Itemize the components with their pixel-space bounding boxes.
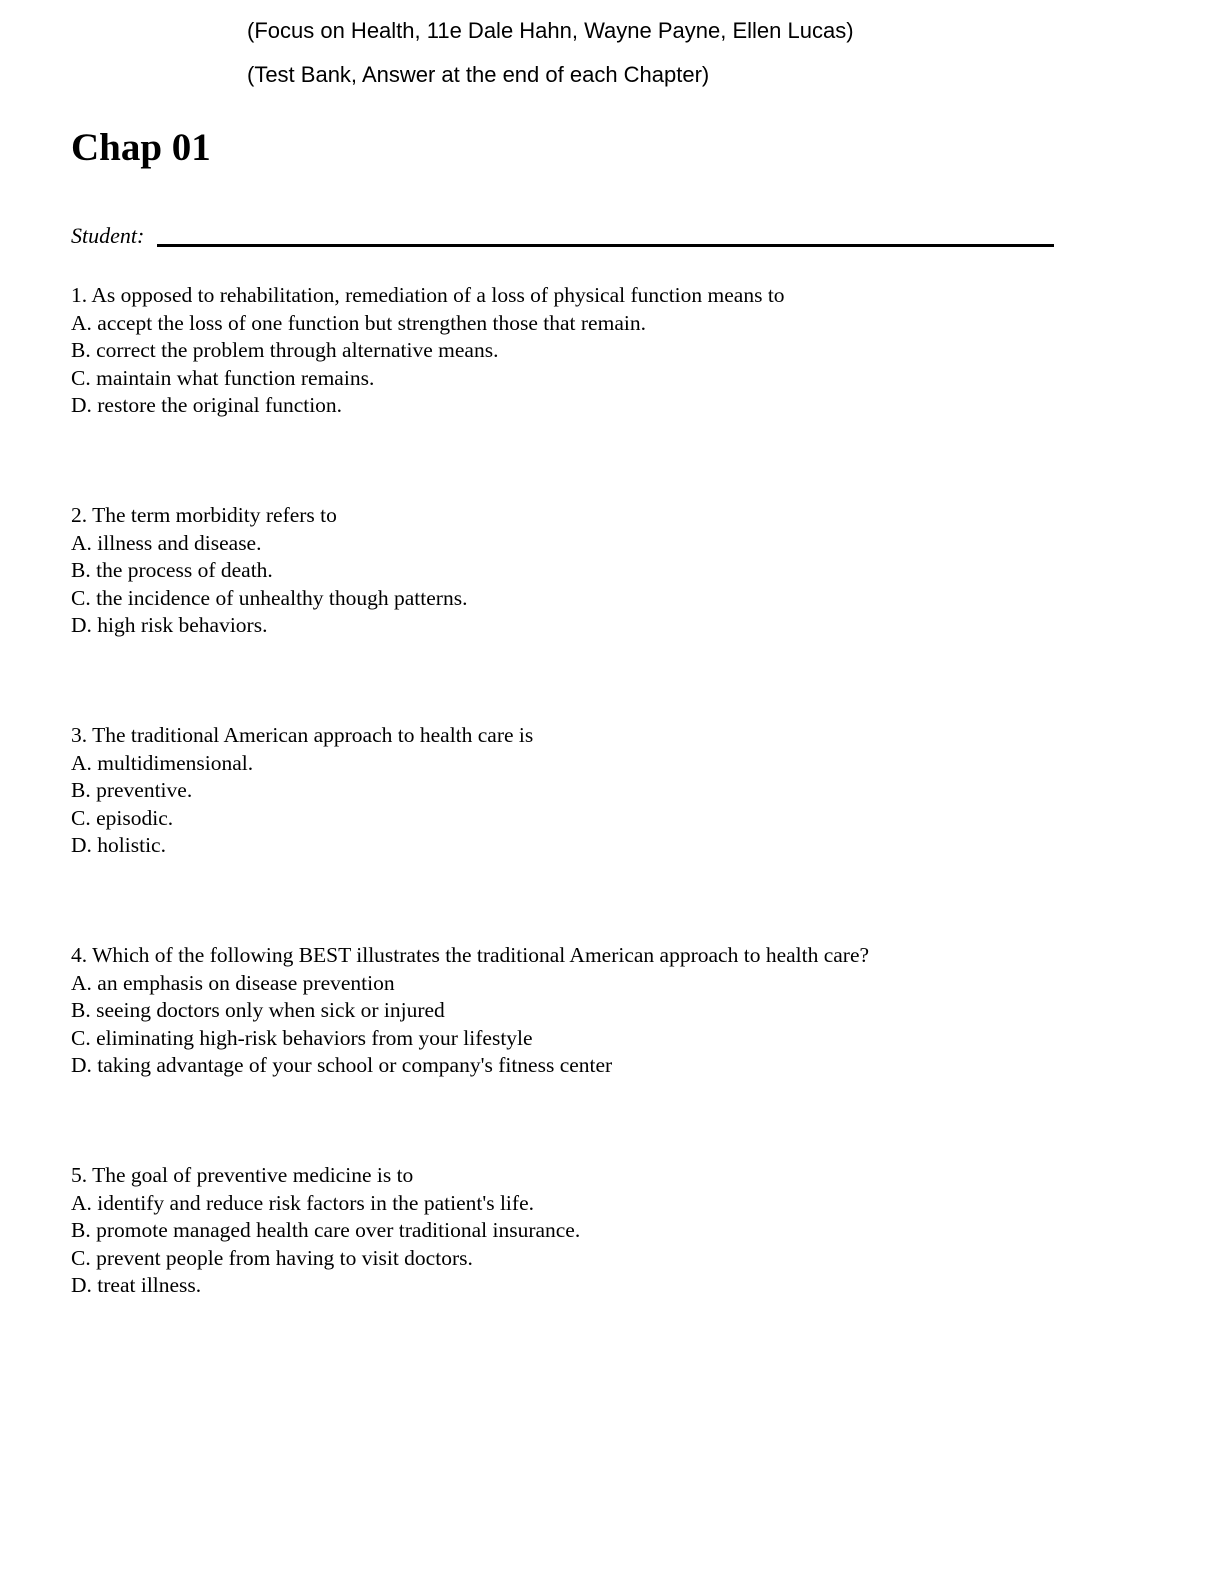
option-d: D. high risk behaviors. bbox=[71, 613, 268, 637]
question-stem: 1. As opposed to rehabilitation, remediation of a loss of physical function means to bbox=[71, 283, 785, 307]
option-c: C. the incidence of unhealthy though patterns. bbox=[71, 585, 468, 610]
option-c: C. maintain what function remains. bbox=[71, 365, 375, 390]
option-b: B. seeing doctors only when sick or injured bbox=[71, 998, 445, 1022]
question-4 bbox=[71, 942, 1071, 1080]
question-5 bbox=[71, 1162, 1071, 1300]
question-stem: 4. Which of the following BEST illustrates the traditional American approach to health care? bbox=[71, 943, 870, 967]
option-c: C. prevent people from having to visit doctors. bbox=[71, 1245, 473, 1270]
option-b: B. preventive. bbox=[71, 778, 193, 802]
question-1 bbox=[71, 282, 1071, 420]
chapter-title: Chap 01 bbox=[71, 126, 211, 169]
option-b: B. promote managed health care over traditional insurance. bbox=[71, 1218, 581, 1242]
student-label: Student: bbox=[71, 223, 145, 248]
option-c: C. episodic. bbox=[71, 805, 174, 830]
book-reference-line: (Focus on Health, 11e Dale Hahn, Wayne Payne, Ellen Lucas) bbox=[247, 18, 854, 43]
option-b: B. the process of death. bbox=[71, 558, 273, 582]
option-a: A. multidimensional. bbox=[71, 750, 254, 775]
test-bank-note-line: (Test Bank, Answer at the end of each Chapter) bbox=[247, 62, 710, 87]
option-a: A. an emphasis on disease prevention bbox=[71, 970, 395, 995]
option-b: B. correct the problem through alternative means. bbox=[71, 338, 499, 362]
option-d: D. restore the original function. bbox=[71, 393, 343, 417]
option-d: D. treat illness. bbox=[71, 1273, 202, 1297]
question-2 bbox=[71, 502, 1071, 640]
question-stem: 3. The traditional American approach to health care is bbox=[71, 723, 534, 747]
student-name-row bbox=[71, 222, 1054, 252]
student-name-blank-line bbox=[157, 244, 1054, 247]
option-a: A. identify and reduce risk factors in the patient's life. bbox=[71, 1190, 534, 1215]
question-3 bbox=[71, 722, 1071, 860]
option-a: A. accept the loss of one function but strengthen those that remain. bbox=[71, 310, 646, 335]
option-d: D. taking advantage of your school or company's fitness center bbox=[71, 1053, 613, 1077]
option-c: C. eliminating high-risk behaviors from your lifestyle bbox=[71, 1025, 533, 1050]
option-d: D. holistic. bbox=[71, 833, 166, 857]
question-stem: 5. The goal of preventive medicine is to bbox=[71, 1163, 414, 1187]
question-stem: 2. The term morbidity refers to bbox=[71, 503, 337, 527]
option-a: A. illness and disease. bbox=[71, 530, 262, 555]
